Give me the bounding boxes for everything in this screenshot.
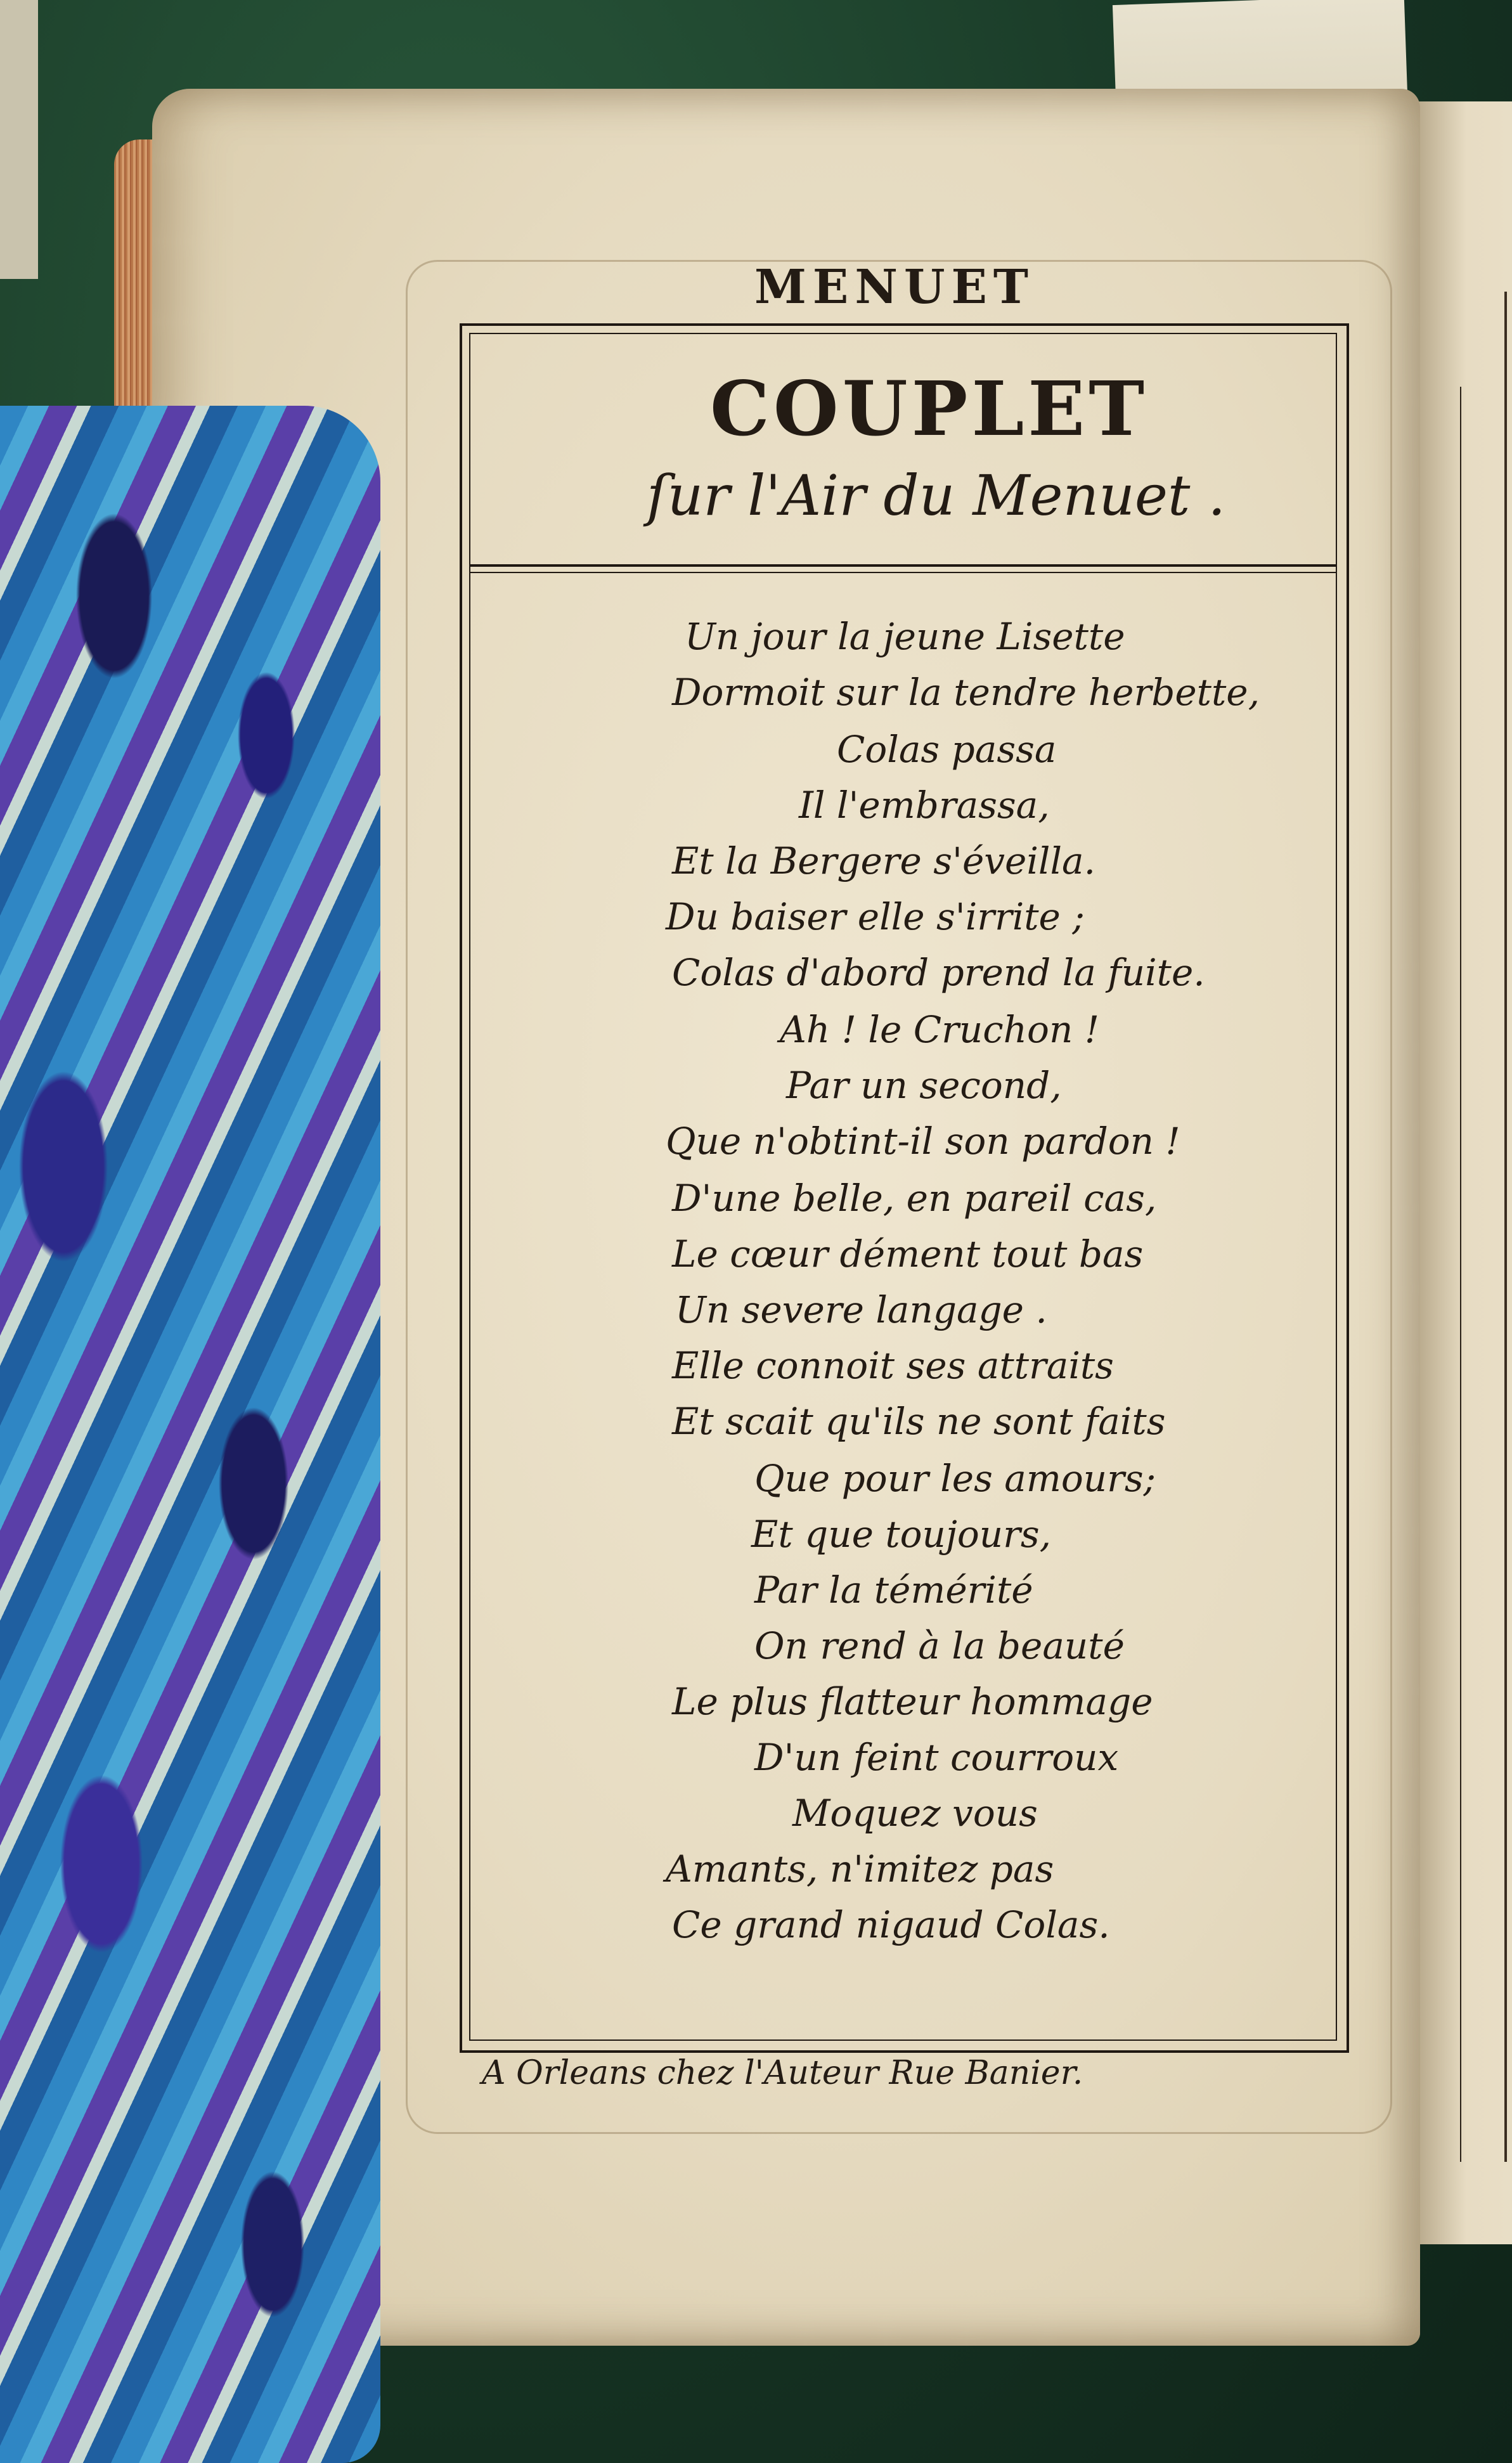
verse-line: Un jour la jeune Lisette: [685, 615, 1125, 658]
imprint-line: A Orleans chez l'Auteur Rue Banier.: [482, 2054, 1083, 2092]
verse-line: Et scait qu'ils ne sont faits: [672, 1400, 1166, 1443]
verse-line: D'un feint courroux: [754, 1736, 1119, 1779]
verse-line: Ah ! le Cruchon !: [780, 1008, 1100, 1051]
verse-line: Et la Bergere s'éveilla.: [672, 839, 1096, 882]
page-subtitle: ſur l'Air du Menuet .: [647, 463, 1226, 528]
title-divider: [469, 564, 1337, 567]
title-divider: [469, 572, 1337, 573]
verse-line: On rend à la beauté: [754, 1624, 1125, 1667]
page-title: COUPLET: [710, 365, 1149, 453]
background-wall: [0, 0, 38, 279]
verse-line: Amants, n'imitez pas: [666, 1847, 1054, 1891]
verse-line: Colas passa: [837, 728, 1057, 771]
verse-line: Le cœur dément tout bas: [672, 1232, 1144, 1276]
verse-line: Que n'obtint-il son pardon !: [666, 1120, 1180, 1163]
verse-line: Et que toujours,: [751, 1513, 1052, 1556]
verse-line: Moquez vous: [792, 1792, 1038, 1835]
verse-line: Que pour les amours;: [754, 1457, 1156, 1500]
verse-line: D'une belle, en pareil cas,: [672, 1177, 1157, 1220]
facing-page: [1414, 101, 1512, 2244]
verse-line: Il l'embrassa,: [799, 784, 1050, 827]
verse-line: Colas d'abord prend la fuite.: [672, 951, 1205, 994]
verse-line: Ce grand nigaud Colas.: [672, 1903, 1110, 1946]
fabric-book-weight: [0, 406, 380, 2463]
facing-page-rule: [1504, 292, 1507, 2162]
verse-line: Elle connoit ses attraits: [672, 1344, 1114, 1387]
verse-line: Par un second,: [786, 1064, 1062, 1107]
facing-page-rule: [1460, 387, 1461, 2162]
verse-line: Par la témérité: [754, 1568, 1033, 1612]
verse-line: Dormoit sur la tendre herbette,: [672, 671, 1260, 714]
running-head: MENUET: [754, 260, 1035, 314]
verse-line: Un severe langage .: [675, 1288, 1047, 1331]
verse-line: Le plus flatteur hommage: [672, 1680, 1153, 1723]
verse-line: Du baiser elle s'irrite ;: [666, 895, 1085, 938]
